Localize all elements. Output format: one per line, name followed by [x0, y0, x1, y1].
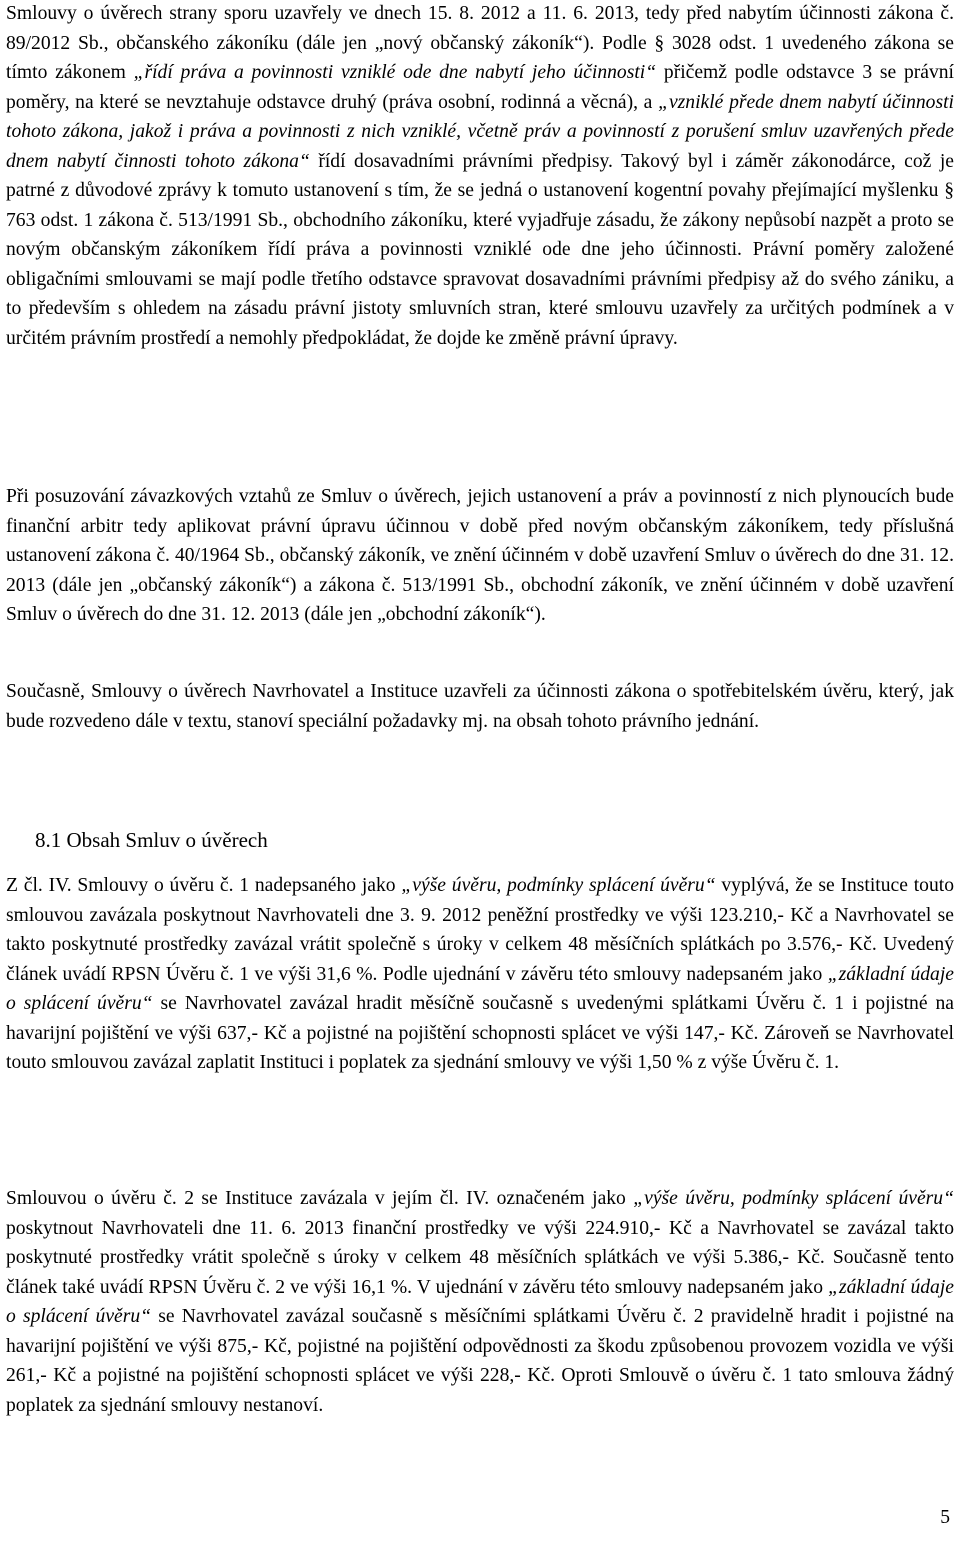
paragraph-applicable-law: Při posuzování závazkových vztahů ze Smluv o úvěrech, jejich ustanovení a práv a povinností z nich plynoucích bude finanční arbitr tedy aplikovat právní úpravu účinnou v době před novým občanským zákoníkem, tedy příslušná ustanovení zákona č. 40/1964 Sb., občanský zákoník, ve znění účinném v době uzavření Smluv o úvěrech do dne 31. 12. 2013 (dále jen „občanský zákoník“) a zákona č. 513/1991 Sb., obchodní zákoník, ve znění účinném v době uzavření Smluv o úvěrech do dne 31. 12. 2013 (dále jen „obchodní zákoník“).: [6, 486, 954, 625]
quoted-article-title: „základní údaje o splácení úvěru“: [6, 963, 954, 1014]
paragraph-text: Smlouvou o úvěru č. 2 se Instituce zavázala v jejím čl. IV. označeném jako: [6, 1188, 634, 1209]
quoted-article-title: „výše úvěru, podmínky splácení úvěru“: [633, 1188, 954, 1209]
paragraph-loan-2: [6, 1184, 954, 1420]
paragraph-text: se Navrhovatel zavázal současně s měsíčními splátkami Úvěru č. 2 pravidelně hradit i pojistné na havarijní pojištění ve výši 875,- Kč, pojistné na pojištění odpovědnosti za škodu způsobenou provozem vozidla ve výši 261,- Kč a pojistné na pojištění schopnosti splácet ve výši 228,- Kč. Oproti Smlouvě o úvěru č. 1 tato smlouva žádný poplatek za sjednání smlouvy nestanoví.: [6, 1306, 954, 1416]
paragraph-text: Z čl. IV. Smlouvy o úvěru č. 1 nadepsaného jako: [6, 875, 402, 896]
paragraph-text: se Navrhovatel zavázal hradit měsíčně současně s uvedenými splátkami Úvěru č. 1 i pojistné na havarijní pojištění ve výši 637,- Kč a pojistné na pojištění schopnosti splácet ve výši 147,- Kč. Zároveň se Navrhovatel touto smlouvou zavázal zaplatit Instituci i poplatek za sjednání smlouvy ve výši 1,50 % z výše Úvěru č. 1.: [6, 993, 955, 1073]
paragraph-text: řídí dosavadními právními předpisy. Takový byl i záměr zákonodárce, což je patrné z důvodové zprávy k tomuto ustanovení s tím, že se jedná o ustanovení kogentní povahy přejímající myšlenku § 763 odst. 1 zákona č. 513/1991 Sb., obchodního zákoníku, které vyjadřuje zásadu, že zákony nepůsobí nazpět a proto se novým občanským zákoníkem řídí práva a povinnosti vzniklé ode dne jeho účinnosti. Právní poměry založené obligačními smlouvami se mají podle třetího odstavce spravovat dosavadními právními předpisy až do svého zániku, a to především s ohledem na zásadu právní jistoty smluvních stran, které smlouvu uzavřely za určitých podmínek a v určitém právním prostředí a nemohly předpokládat, že dojde ke změně právní úpravy.: [6, 150, 954, 349]
paragraph-text: poskytnout Navrhovateli dne 11. 6. 2013 finanční prostředky ve výši 224.910,- Kč a Navrhovatel se zavázal takto poskytnuté prostředky vrátit společně s úroky v celkem 48 měsíčních splátkách ve výši 5.386,- Kč. Současně tento článek také uvádí RPSN Úvěru č. 2 ve výši 16,1 %. V ujednání v závěru této smlouvy nadepsaném jako: [6, 1217, 954, 1298]
paragraph-text: Smlouvy o úvěrech strany sporu uzavřely ve dnech 15. 8. 2012 a 11. 6. 2013, tedy před nabytím účinnosti zákona č. 89/2012 Sb., občanského zákoníku (dále jen „nový občanský zákoník“). Podle § 3028 odst. 1 uvedeného zákona se tímto zákonem: [6, 3, 954, 83]
page-number: 5: [940, 1507, 950, 1528]
paragraph-loan-1: [6, 871, 954, 1078]
quoted-article-title: „základní údaje o splácení úvěru“: [6, 1276, 954, 1327]
paragraph-consumer-credit: Současně, Smlouvy o úvěrech Navrhovatel a Instituce uzavřeli za účinnosti zákona o spotřebitelském úvěru, který, jak bude rozvedeno dále v textu, stanoví speciální požadavky mj. na obsah tohoto právního jednání.: [6, 681, 954, 732]
quoted-article-title: „výše úvěru, podmínky splácení úvěru“: [401, 875, 716, 896]
section-heading: 8.1 Obsah Smluv o úvěrech: [35, 828, 268, 852]
paragraph-text: přičemž podle odstavce 3 se právní poměry, na které se nevztahuje odstavce druhý (práva osobní, rodinná a věcná), a: [6, 62, 954, 113]
paragraph-text: vyplývá, že se Instituce touto smlouvou zavázala poskytnout Navrhovateli dne 3. 9. 2012 peněžní prostředky ve výši 123.210,- Kč a Navrhovatel se takto poskytnuté prostředky zavázal vrátit společně s úroky v celkem 48 měsíčních splátkách po 3.576,- Kč. Uvedený článek uvádí RPSN Úvěru č. 1 ve výši 31,6 %. Podle ujednání v závěru této smlouvy nadepsaném jako: [6, 875, 954, 985]
quoted-law-text: „řídí práva a povinnosti vzniklé ode dne nabytí jeho účinnosti“: [133, 62, 657, 83]
quoted-law-text: „vzniklé přede dnem nabytí účinnosti tohoto zákona, jakož i práva a povinnosti z nich vzniklé, včetně práv a povinností z porušení smluv uzavřených přede dnem nabytí činnosti tohoto zákona“: [6, 91, 954, 172]
paragraph-transitional-provisions: [6, 0, 954, 353]
